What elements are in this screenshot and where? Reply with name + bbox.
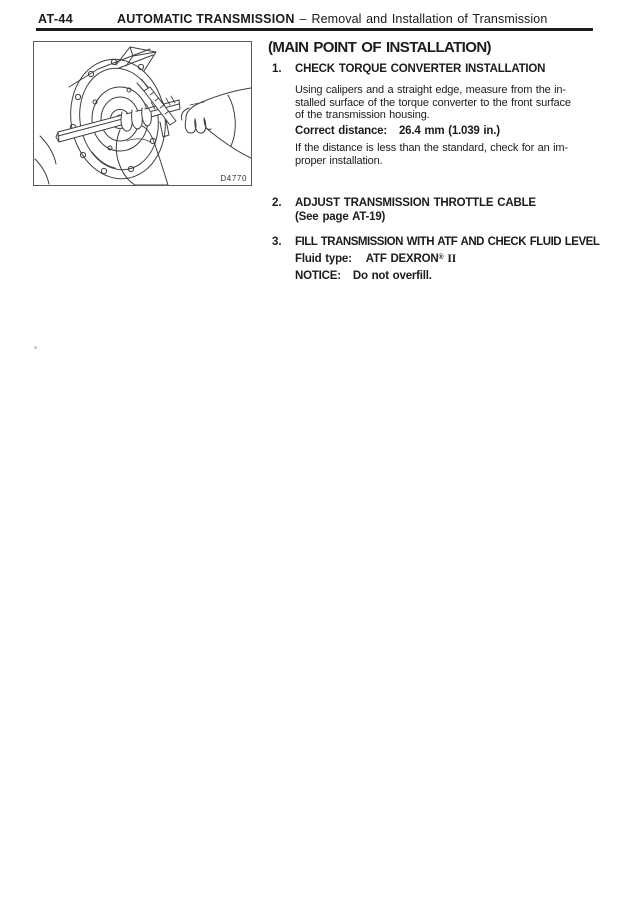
spec-value: 26.4 mm (1.039 in.): [398, 125, 500, 137]
main-heading: (MAIN POINT OF INSTALLATION): [268, 39, 491, 56]
see-page-reference: (See page AT-19): [295, 211, 386, 223]
step-2-number: 2.: [272, 197, 282, 209]
notice-text: Do not overfill.: [352, 270, 432, 282]
header-rule: [36, 28, 593, 31]
step-1-paragraph-line: stalled surface of the torque converter to the front surface: [295, 96, 571, 109]
fluid-type-grade: II: [447, 253, 456, 265]
section-title: AUTOMATIC TRANSMISSION: [117, 12, 295, 26]
header-separator: –: [299, 12, 307, 26]
step-1-paragraph-line: Using calipers and a straight edge, measure from the in-: [295, 84, 566, 96]
step-1-paragraph-line: proper installation.: [295, 154, 383, 167]
registered-trademark-mark: ®: [438, 253, 444, 261]
spec-label: Correct distance:: [295, 125, 387, 137]
fluid-type-line: [295, 253, 456, 265]
step-2-title: ADJUST TRANSMISSION THROTTLE CABLE: [295, 197, 536, 209]
step-3-title: FILL TRANSMISSION WITH ATF AND CHECK FLUID LEVEL: [295, 236, 600, 248]
spec-line: [295, 125, 500, 137]
subsection-title: Removal and Installation of Transmission: [311, 12, 548, 26]
figure-code-label: D4770: [220, 174, 247, 183]
figure-box: [33, 41, 252, 186]
page-code: AT-44: [38, 12, 74, 26]
step-1-title: CHECK TORQUE CONVERTER INSTALLATION: [295, 63, 546, 75]
page-header-title: [117, 12, 547, 26]
notice-line: [295, 270, 432, 282]
fluid-type-label: Fluid type:: [295, 253, 352, 265]
step-1-paragraph-line: If the distance is less than the standard, check for an im-: [295, 142, 568, 154]
scan-speck: [34, 346, 37, 349]
step-3-number: 3.: [272, 236, 282, 248]
torque-converter-measurement-illustration: [34, 42, 251, 185]
notice-label: NOTICE:: [295, 270, 341, 282]
fluid-type-brand: ATF DEXRON: [365, 253, 439, 265]
step-1-number: 1.: [272, 63, 282, 75]
step-1-paragraph-line: of the transmission housing.: [295, 109, 430, 121]
